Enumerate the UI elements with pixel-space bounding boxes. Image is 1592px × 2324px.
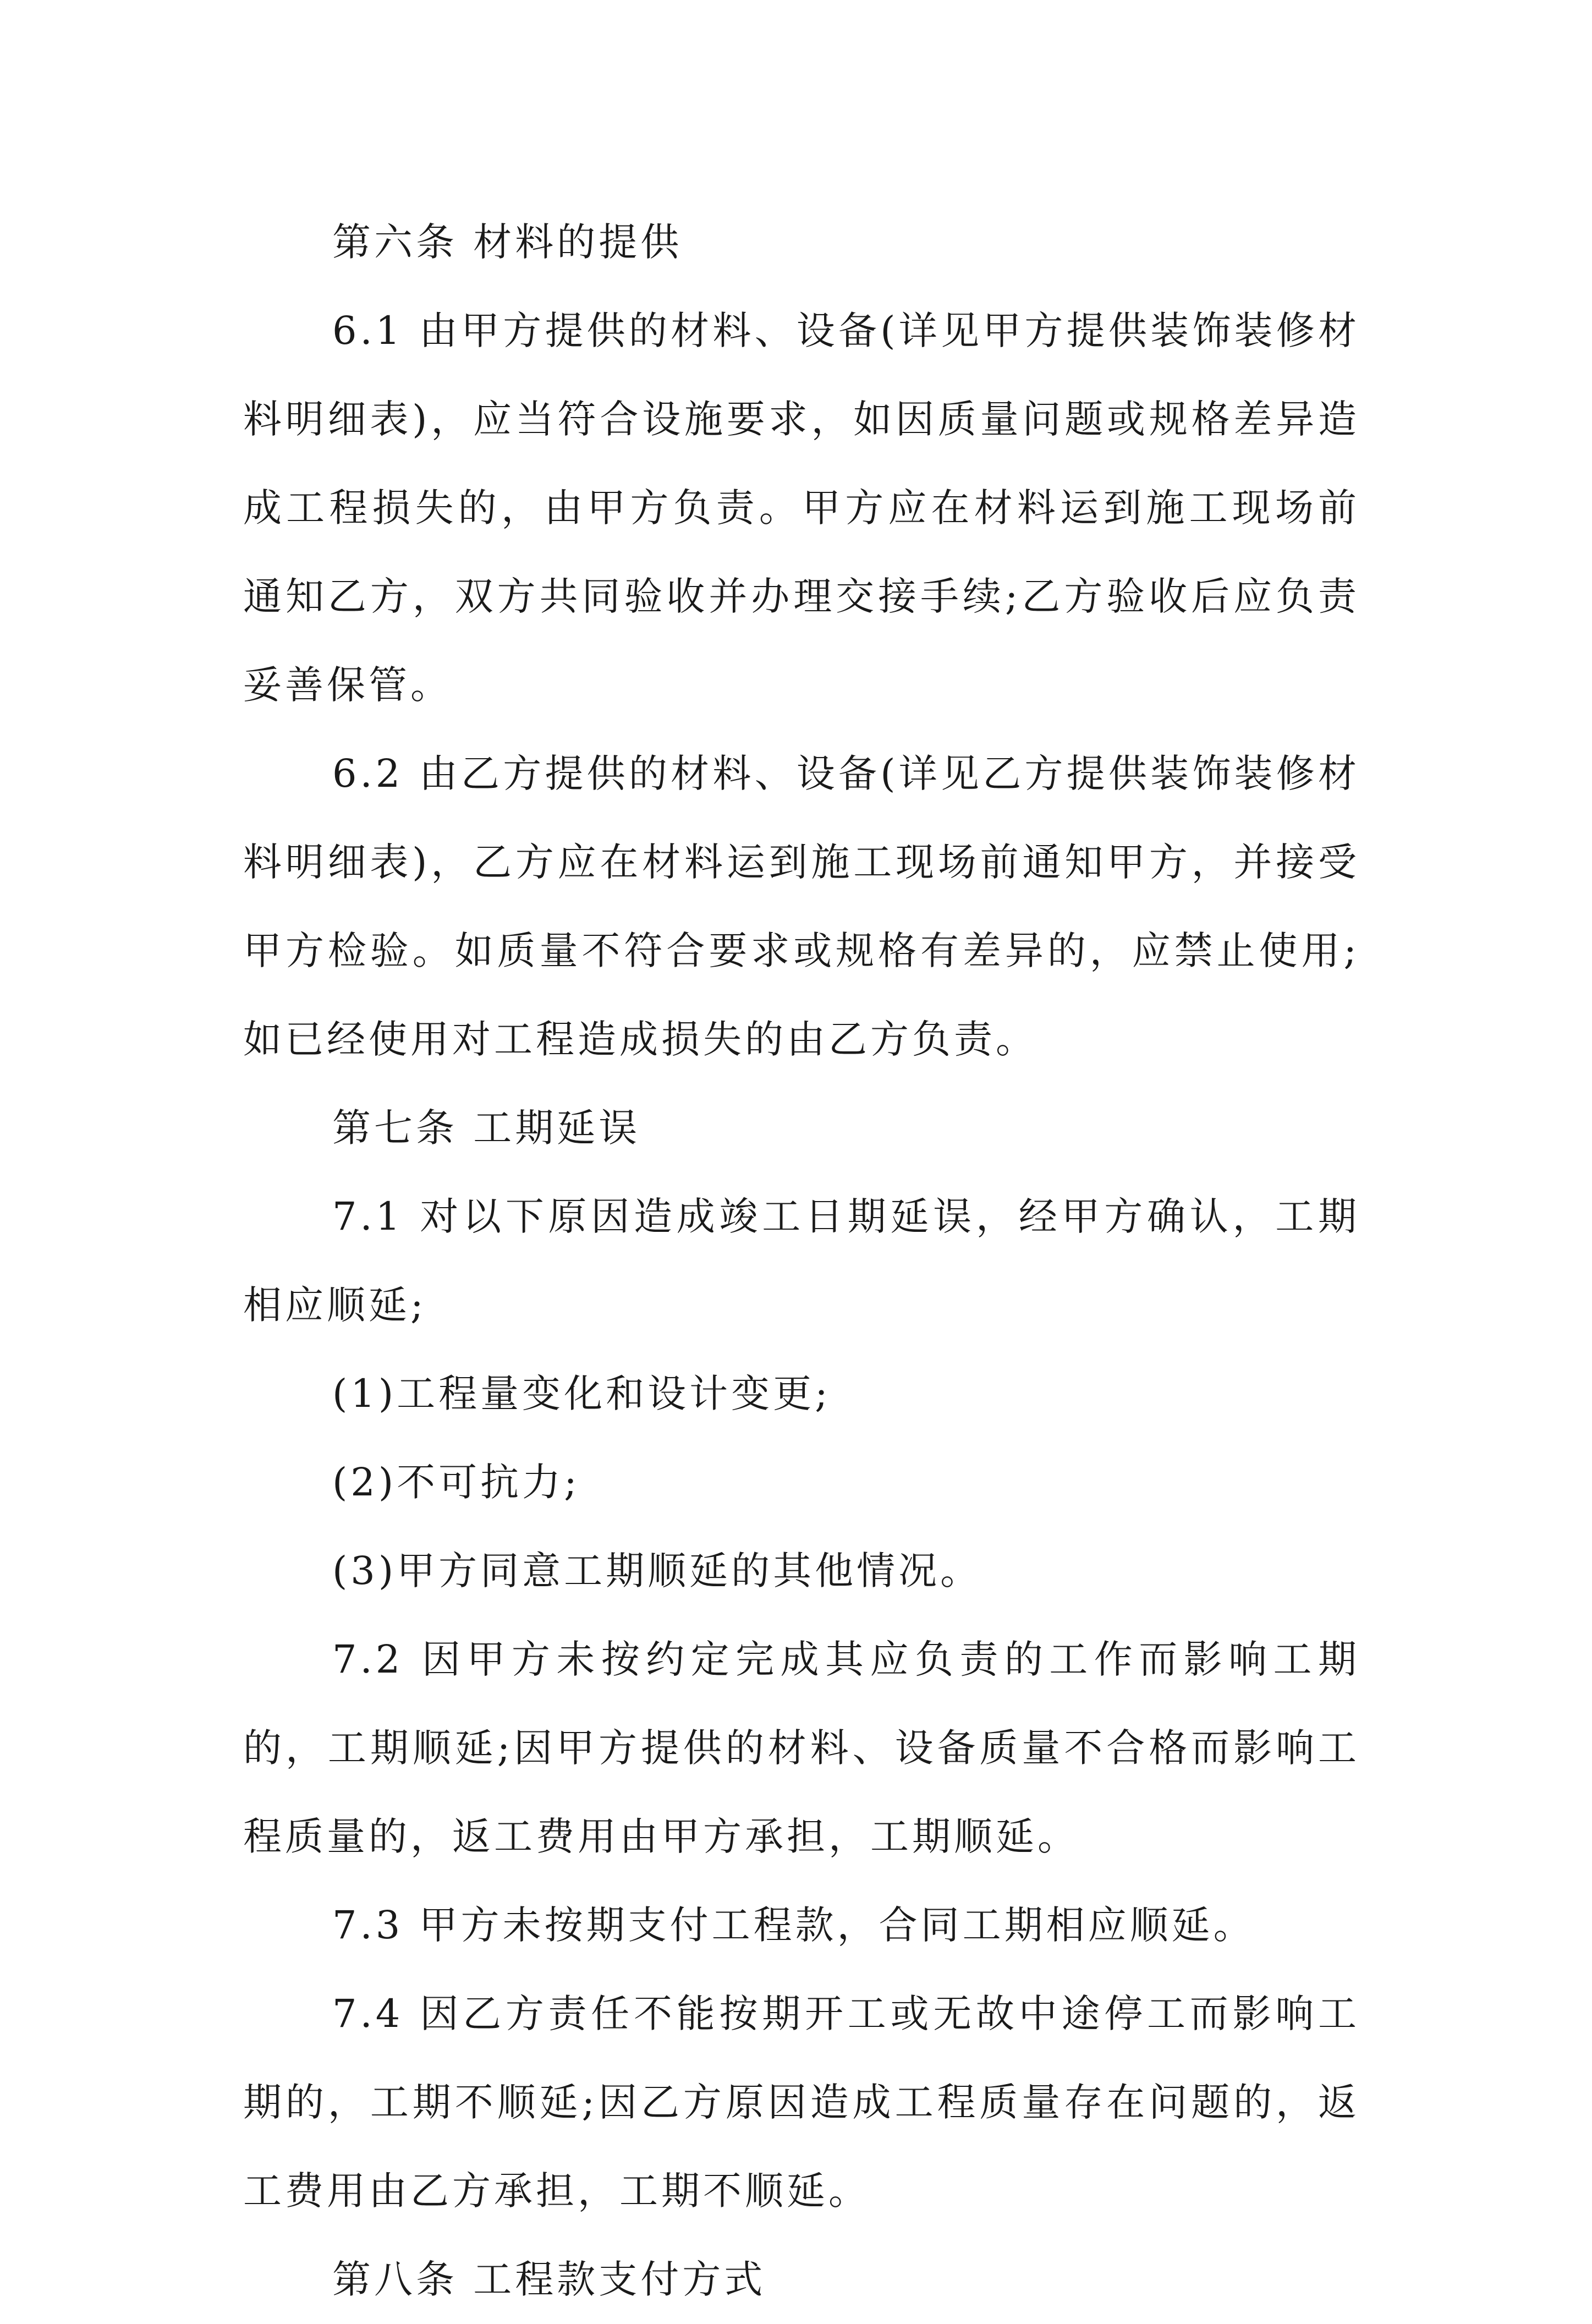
article-6-heading: 第六条 材料的提供	[332, 220, 683, 265]
clause-7-1-item-3: (3)甲方同意工期顺延的其他情况。	[332, 1548, 982, 1593]
clause-6-2: 6.2 由乙方提供的材料、设备(详见乙方提供装饰装修材料明细表)，乙方应在材料运到施工现场前通知甲方，并接受甲方检验。如质量不符合要求或规格有差异的，应禁止使用;如已经使用对工程造成损失的由乙方负责。	[243, 751, 1360, 1062]
clause-7-1: 7.1 对以下原因造成竣工日期延误，经甲方确认，工期相应顺延;	[243, 1194, 1360, 1328]
document-body	[243, 198, 1360, 2324]
article-7-heading: 第七条 工期延误	[332, 1105, 641, 1150]
article-8-heading: 第八条 工程款支付方式	[332, 2257, 766, 2302]
clause-7-4: 7.4 因乙方责任不能按期开工或无故中途停工而影响工期的，工期不顺延;因乙方原因造成工程质量存在问题的，返工费用由乙方承担，工期不顺延。	[243, 1991, 1360, 2213]
clause-7-2: 7.2 因甲方未按约定完成其应负责的工作而影响工期的，工期顺延;因甲方提供的材料、设备质量不合格而影响工程质量的，返工费用由甲方承担，工期顺延。	[243, 1637, 1360, 1859]
clause-7-1-item-2: (2)不可抗力;	[332, 1460, 580, 1505]
clause-6-1: 6.1 由甲方提供的材料、设备(详见甲方提供装饰装修材料明细表)，应当符合设施要求，如因质量问题或规格差异造成工程损失的，由甲方负责。甲方应在材料运到施工现场前通知乙方，双方共同验收并办理交接手续;乙方验收后应负责妥善保管。	[243, 308, 1360, 708]
clause-7-3: 7.3 甲方未按期支付工程款，合同工期相应顺延。	[332, 1903, 1255, 1948]
clause-7-1-item-1: (1)工程量变化和设计变更;	[332, 1371, 831, 1416]
